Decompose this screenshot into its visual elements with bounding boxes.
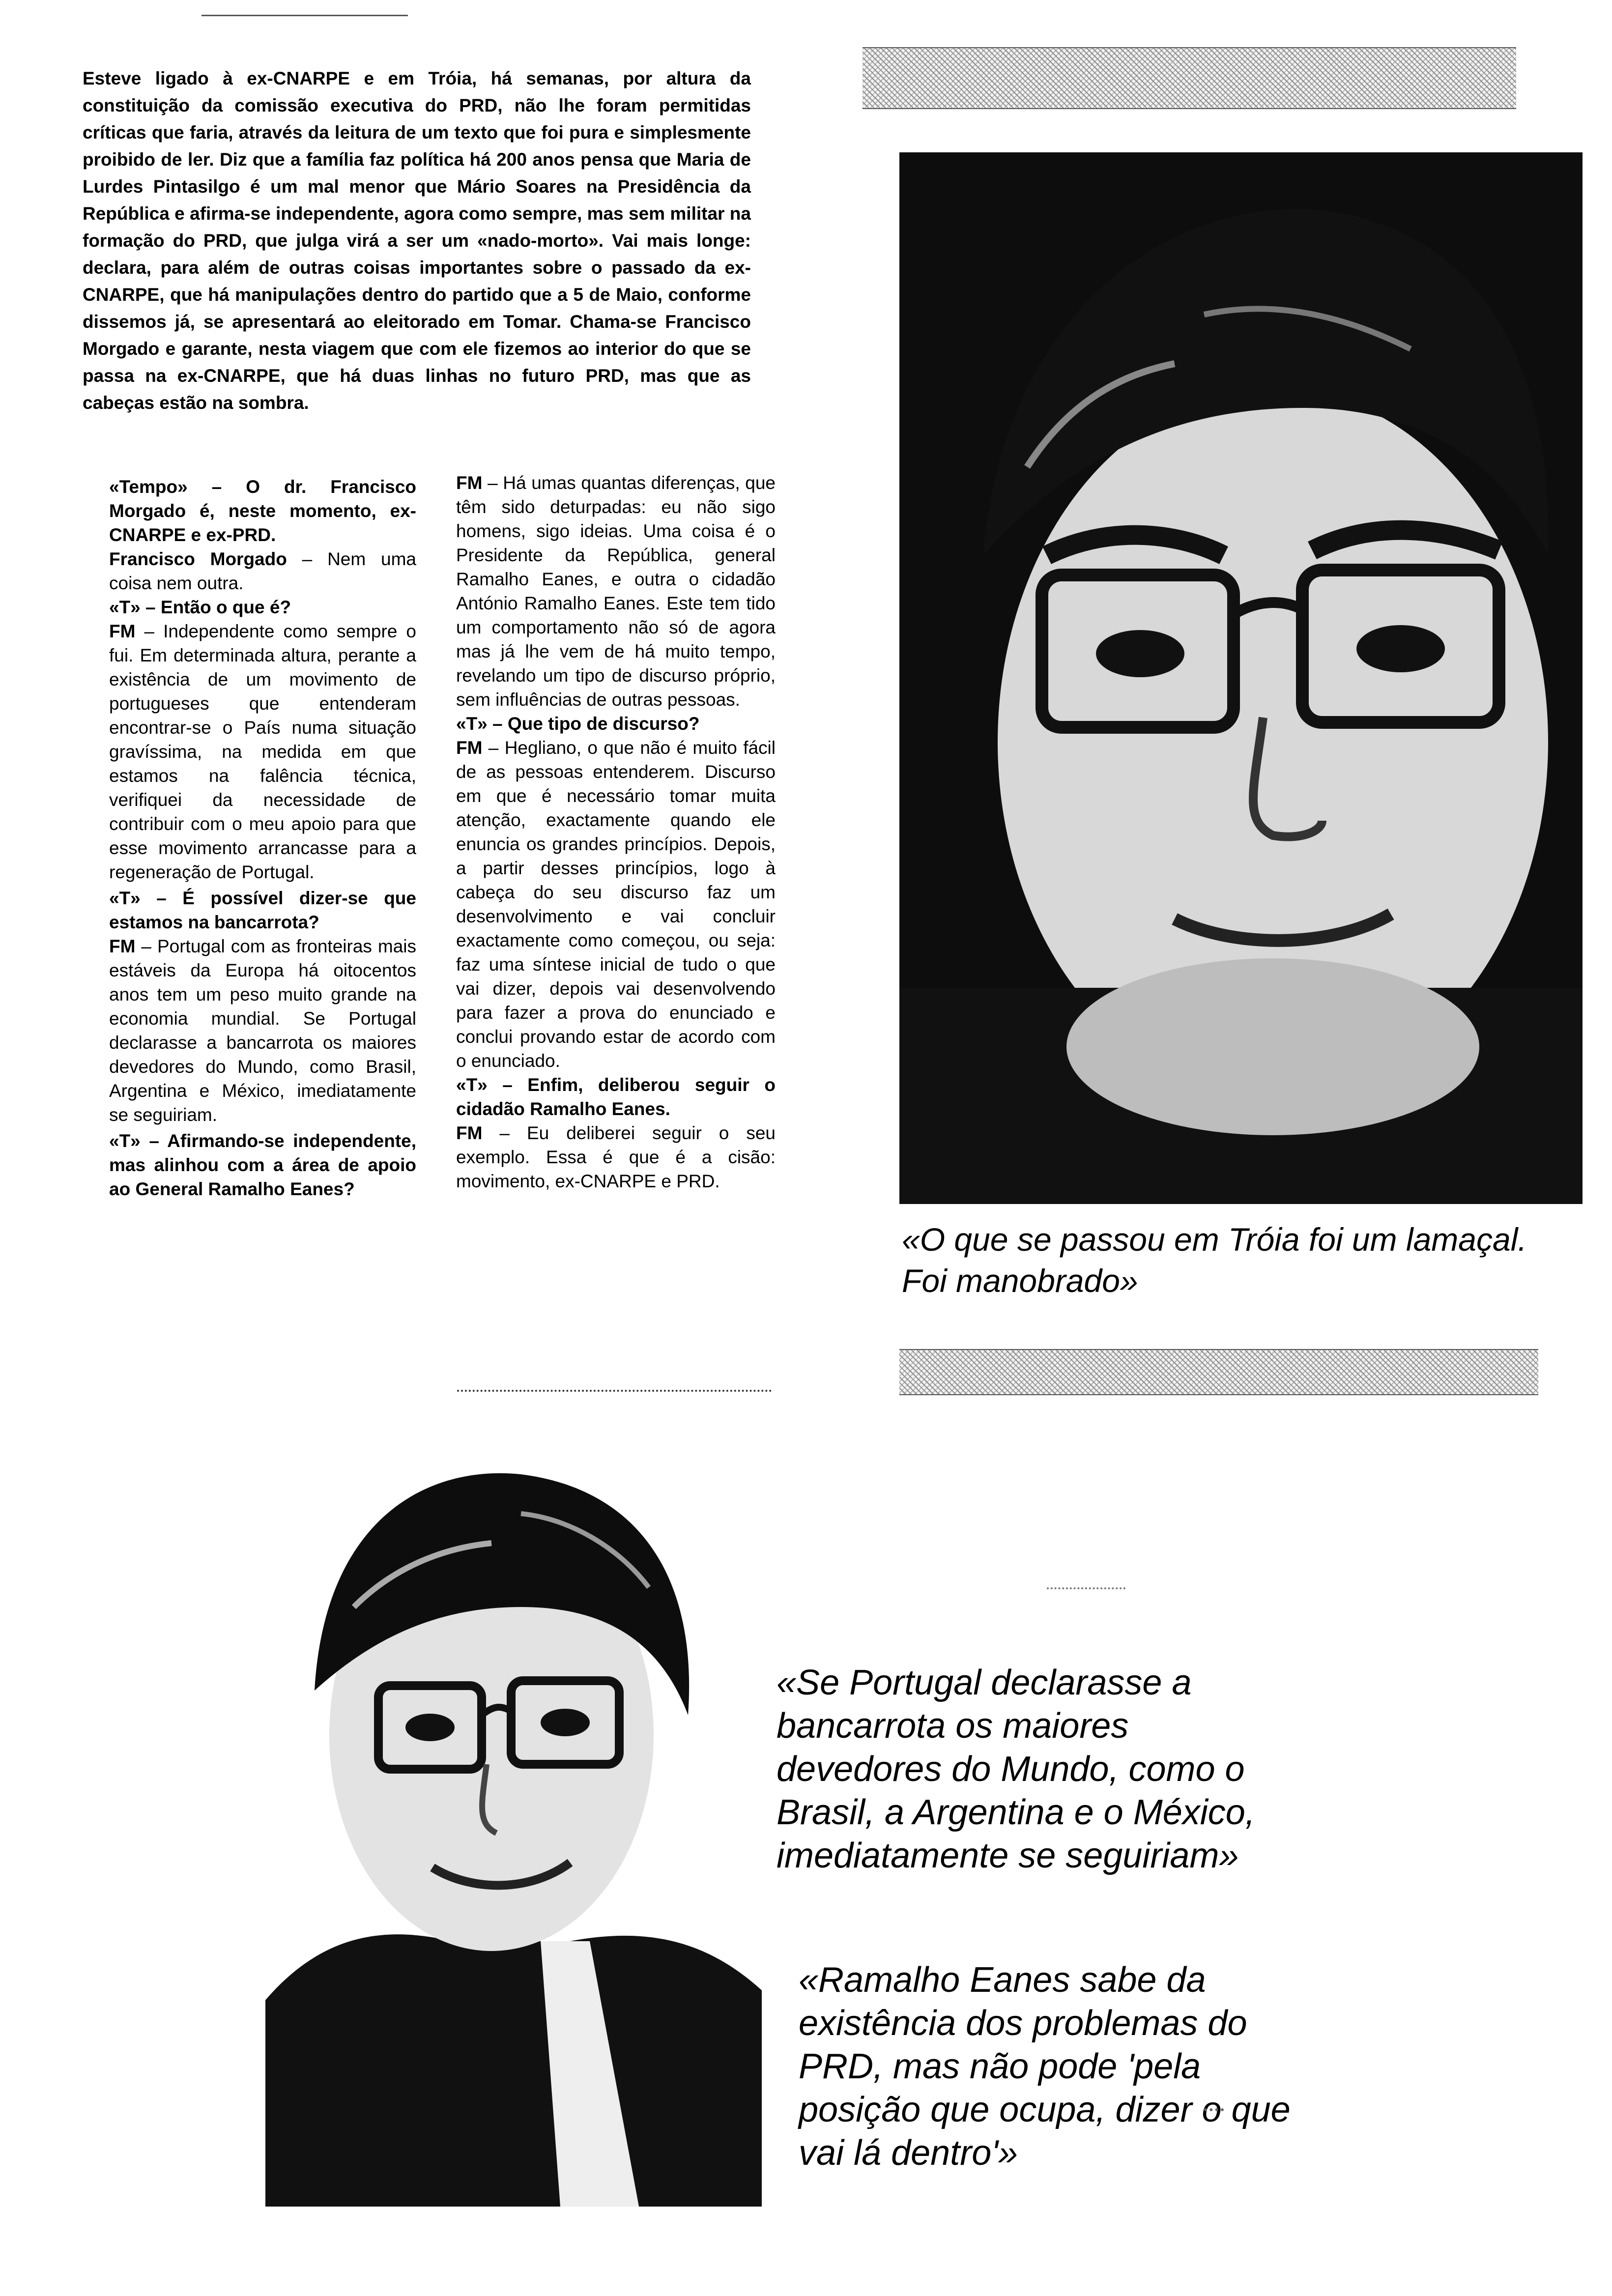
answer-1	[109, 547, 416, 595]
photo-caption-top: «O que se passou em Tróia foi um lamaçal. Foi manobrado»	[902, 1221, 1527, 1299]
speaker-label: FM	[456, 473, 483, 493]
answer-6	[456, 1121, 776, 1193]
answer-text: – Nem uma coisa nem outra.	[109, 549, 416, 593]
speaker-label: Francisco Morgado	[109, 549, 287, 569]
decorative-hatch-bar-bottom	[899, 1349, 1538, 1395]
portrait-photo-bottom	[265, 1460, 762, 2207]
question-1: «Tempo» – O dr. Francisco Morgado é, neste momento, ex-CNARPE e ex-PRD.	[109, 477, 416, 545]
answer-text: – Independente como sempre o fui. Em determinada altura, perante a existência de um movimento de portugueses que entenderam encontrar-se o País numa situação gravíssima, na medida em que estamos na falência técnica, verifiquei da necessidade de contribuir com o meu apoio para que esse movimento arrancasse para a regeneração de Portugal.	[109, 621, 416, 882]
answer-4	[456, 471, 776, 712]
speaker-label: FM	[109, 621, 136, 641]
article-lead: Esteve ligado à ex-CNARPE e em Tróia, há semanas, por altura da constituição da comissão executiva do PRD, não lhe foram permitidas críticas que faria, através da leitura de um texto que foi pura e simplesmente proibido de ler. Diz que a família faz política há 200 anos pensa que Maria de Lurdes Pintasilgo é um mal menor que Mário Soares na Presidência da República e afirma-se independente, agora como sempre, mas sem militar na formação do PRD, que julga virá a ser um «nado-morto». Vai mais longe: declara, para além de outras coisas importantes sobre o passado da ex-CNARPE, que há manipulações dentro do partido que a 5 de Maio, conforme dissemos já, se apresentará ao eleitorado em Tomar. Chama-se Francisco Morgado e garante, nesta viagem que com ele fizemos ao interior do que se passa na ex-CNARPE, que há duas linhas no futuro PRD, mas que as cabeças estão na sombra.	[83, 68, 751, 413]
question-2: «T» – Então o que é?	[109, 597, 291, 617]
answer-text: – Hegliano, o que não é muito fácil de as pessoas entenderem. Discurso em que é necessário tomar muita atenção, exactamente quando ele enuncia os grandes princípios. Depois, a partir desses princípios, logo à cabeça do seu discurso faz um desenvolvimento e vai concluir exactamente como começou, ou seja: faz uma síntese inicial de tudo o que vai dizer, depois vai desenvolvendo para fazer a prova do enunciado e conclui provando estar de acordo com o enunciado.	[456, 738, 776, 1071]
portrait-illustration	[899, 152, 1583, 1204]
question-4: «T» – Afirmando-se independente, mas alinhou com a área de apoio ao General Ramalho Eanes?	[109, 1131, 416, 1199]
answer-text: – Portugal com as fronteiras mais estáveis da Europa há oitocentos anos tem um peso muito grande na economia mundial. Se Portugal declarasse a bancarrota os maiores devedores do Mundo, como Brasil, Argentina e México, imediatamente se seguiriam.	[109, 936, 416, 1125]
portrait-photo-top	[899, 152, 1583, 1204]
interview-column-1	[109, 475, 416, 1201]
question-3: «T» – É possível dizer-se que estamos na bancarrota?	[109, 888, 416, 932]
speaker-label: FM	[109, 936, 136, 956]
answer-text: – Há umas quantas diferenças, que têm sido deturpadas: eu não sigo homens, sigo ideias. Uma coisa é o Presidente da República, general Ramalho Eanes, e outra o cidadão António Ramalho Eanes. Este tem tido um comportamento não só de agora mas já lhe vem de há muito tempo, revelando um tipo de discurso próprio, sem influências de outras pessoas.	[456, 473, 776, 710]
portrait-illustration	[265, 1460, 762, 2207]
answer-2	[109, 619, 416, 884]
speaker-label: FM	[456, 1123, 483, 1143]
speckle-mark	[1204, 2108, 1224, 2111]
speckle-mark	[1047, 1587, 1125, 1589]
answer-5	[456, 736, 776, 1073]
speaker-label: FM	[456, 738, 483, 758]
interview-column-2	[456, 471, 776, 1193]
pull-quote-2: «Ramalho Eanes sabe da existência dos problemas do PRD, mas não pode 'pela posição que ocupa, dizer o que vai lá dentro'»	[799, 1960, 1291, 2173]
column-separator	[457, 1390, 772, 1392]
answer-3	[109, 934, 416, 1127]
question-6: «T» – Enfim, deliberou seguir o cidadão Ramalho Eanes.	[456, 1075, 776, 1119]
pull-quote-1: «Se Portugal declarasse a bancarrota os maiores devedores do Mundo, como o Brasil, a Argentina e o México, imediatamente se seguiriam»	[777, 1663, 1255, 1875]
question-5: «T» – Que tipo de discurso?	[456, 714, 700, 734]
decorative-hatch-bar-top	[863, 47, 1516, 109]
top-mark	[202, 15, 408, 16]
answer-text: – Eu deliberei seguir o seu exemplo. Essa é que é a cisão: movimento, ex-CNARPE e PRD.	[456, 1123, 776, 1191]
